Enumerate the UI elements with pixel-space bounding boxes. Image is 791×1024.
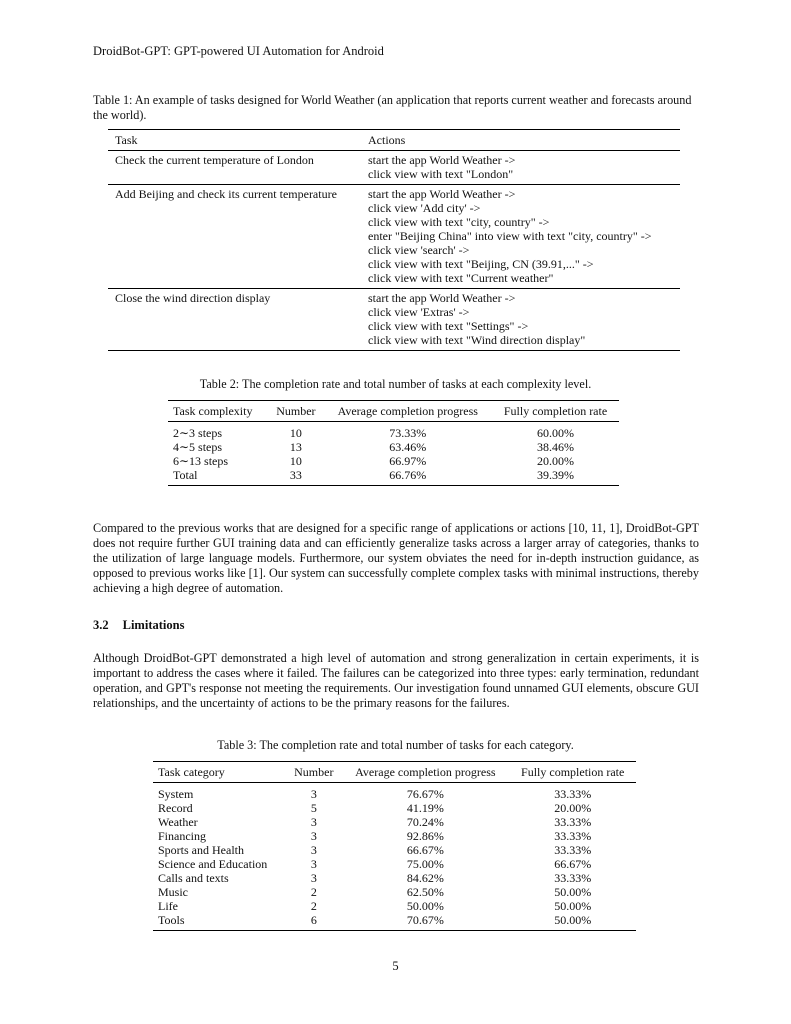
table3 bbox=[153, 761, 636, 931]
table3-avg-progress-cell: 84.62% bbox=[406, 871, 444, 885]
table3-avg-progress-cell: 41.19% bbox=[406, 801, 444, 815]
table1-action-step: start the app World Weather -> bbox=[368, 187, 516, 201]
table3-full-rate-cell: 33.33% bbox=[554, 815, 592, 829]
table3-avg-progress-cell: 75.00% bbox=[406, 857, 444, 871]
table3-row bbox=[153, 885, 636, 899]
table3-full-rate-cell: 66.67% bbox=[554, 857, 592, 871]
table2-number-cell: 33 bbox=[289, 468, 302, 482]
table3-full-rate-cell: 33.33% bbox=[554, 829, 592, 843]
table3-row bbox=[153, 829, 636, 843]
table3-label-cell: Weather bbox=[158, 815, 198, 829]
table1-task-cell: Close the wind direction display bbox=[108, 289, 361, 351]
table3-number-cell: 6 bbox=[310, 913, 317, 927]
table2-header-complexity: Task complexity bbox=[168, 401, 268, 422]
table1-action-step: click view with text "Wind direction display" bbox=[368, 333, 586, 347]
table3-row bbox=[153, 843, 636, 857]
table2-caption: Table 2: The completion rate and total number of tasks at each complexity level. bbox=[199, 377, 592, 391]
table3-header-full-rate: Fully completion rate bbox=[509, 762, 636, 783]
table3-full-rate-cell: 33.33% bbox=[554, 871, 592, 885]
table1-action-step: start the app World Weather -> bbox=[368, 291, 516, 305]
table1-action-step: click view 'search' -> bbox=[368, 243, 470, 257]
table3-label-cell: Calls and texts bbox=[158, 871, 229, 885]
table3-label-cell: Financing bbox=[158, 829, 206, 843]
table3-avg-progress-cell: 50.00% bbox=[406, 899, 444, 913]
table2-label-cell: Total bbox=[173, 468, 198, 482]
table2-avg-progress-cell: 63.46% bbox=[389, 440, 427, 454]
page-number: 5 bbox=[392, 959, 399, 973]
table3-header-avg-progress: Average completion progress bbox=[341, 762, 509, 783]
table3-full-rate-cell: 50.00% bbox=[554, 885, 592, 899]
table3-label-cell: Science and Education bbox=[158, 857, 268, 871]
table2-header-full-rate: Fully completion rate bbox=[492, 401, 619, 422]
table3-number-cell: 3 bbox=[310, 829, 317, 843]
table2-row bbox=[168, 422, 619, 441]
section-number: 3.2 bbox=[93, 618, 109, 632]
table1-caption: Table 1: An example of tasks designed for World Weather (an application that reports current weather and forecasts around the world). bbox=[93, 93, 692, 122]
table1-task-cell: Check the current temperature of London bbox=[115, 153, 314, 167]
table2-label-cell: 6∼13 steps bbox=[173, 454, 229, 468]
table3-label-cell: Record bbox=[158, 801, 193, 815]
table3-number-cell: 2 bbox=[310, 885, 317, 899]
table3-avg-progress-cell: 92.86% bbox=[406, 829, 444, 843]
table1-row bbox=[108, 185, 680, 289]
table1 bbox=[108, 129, 680, 351]
table2-full-rate-cell: 39.39% bbox=[537, 468, 575, 482]
body-paragraph-2: Although DroidBot-GPT demonstrated a high level of automation and strong generalization in certain experiments, it is important to address the cases where it failed. The failures can be categorized into three types: early termination, redundant operation, and GPT's response not meeting the requirements. Our investigation found unnamed GUI elements, obscure GUI relationships, and the uncertainty of actions to be the primary reasons for the failures. bbox=[93, 651, 699, 710]
table3-avg-progress-cell: 62.50% bbox=[406, 885, 444, 899]
table3-number-cell: 3 bbox=[310, 843, 317, 857]
table1-task-cell: Add Beijing and check its current temperature bbox=[108, 185, 361, 289]
table2-full-rate-cell: 60.00% bbox=[537, 426, 575, 440]
table1-actions-cell bbox=[361, 289, 680, 351]
table3-number-cell: 3 bbox=[310, 815, 317, 829]
table1-action-step: click view 'Add city' -> bbox=[368, 201, 481, 215]
table3-row bbox=[153, 801, 636, 815]
table1-actions-cell bbox=[361, 185, 680, 289]
table3-header-number: Number bbox=[286, 762, 341, 783]
table1-action-step: click view with text "London" bbox=[368, 167, 514, 181]
table1-action-step: start the app World Weather -> bbox=[368, 153, 516, 167]
table3-avg-progress-cell: 70.24% bbox=[406, 815, 444, 829]
table3-row bbox=[153, 857, 636, 871]
table3-label-cell: Music bbox=[158, 885, 188, 899]
table2-avg-progress-cell: 66.76% bbox=[389, 468, 427, 482]
table1-row bbox=[108, 289, 680, 351]
table3-header-category: Task category bbox=[153, 762, 286, 783]
body-paragraph-1: Compared to the previous works that are designed for a specific range of applications or actions [10, 11, 1], DroidBot-GPT does not require further GUI training data and can efficiently generalize tasks across a larger array of categories, thanks to the utilization of large language models. Furthermore, our system obviates the need for in-depth instruction guidance, as opposed to previous works like [1]. Our system can successfully complete complex tasks with minimal instructions, thereby achieving a high degree of automation. bbox=[93, 521, 699, 595]
table3-avg-progress-cell: 76.67% bbox=[406, 787, 444, 801]
table1-action-step: click view with text "Beijing, CN (39.91,..." -> bbox=[368, 257, 594, 271]
table2-number-cell: 10 bbox=[289, 454, 302, 468]
table2-avg-progress-cell: 73.33% bbox=[389, 426, 427, 440]
table3-row bbox=[153, 783, 636, 802]
table3-number-cell: 3 bbox=[310, 857, 317, 871]
table1-header-actions: Actions bbox=[361, 130, 680, 151]
table3-number-cell: 3 bbox=[310, 787, 317, 801]
table2-header-avg-progress: Average completion progress bbox=[324, 401, 493, 422]
table3-avg-progress-cell: 70.67% bbox=[406, 913, 444, 927]
table3-number-cell: 2 bbox=[310, 899, 317, 913]
table3-label-cell: Tools bbox=[158, 913, 185, 927]
table3-row bbox=[153, 871, 636, 885]
table1-action-step: click view with text "Current weather" bbox=[368, 271, 554, 285]
table2-number-cell: 13 bbox=[289, 440, 302, 454]
table1-action-step: click view 'Extras' -> bbox=[368, 305, 470, 319]
table3-label-cell: Sports and Health bbox=[158, 843, 244, 857]
table1-action-step: click view with text "Settings" -> bbox=[368, 319, 529, 333]
table3-label-cell: Life bbox=[158, 899, 178, 913]
table3-number-cell: 5 bbox=[310, 801, 317, 815]
table2-number-cell: 10 bbox=[289, 426, 302, 440]
table3-row bbox=[153, 913, 636, 931]
table3-caption: Table 3: The completion rate and total number of tasks for each category. bbox=[217, 738, 574, 752]
table1-actions-cell bbox=[361, 151, 680, 185]
table1-action-step: click view with text "city, country" -> bbox=[368, 215, 550, 229]
table2-header-number: Number bbox=[268, 401, 323, 422]
table3-row bbox=[153, 899, 636, 913]
table1-row bbox=[108, 151, 680, 185]
table2-row bbox=[168, 440, 619, 454]
section-title: Limitations bbox=[122, 618, 185, 632]
table3-label-cell: System bbox=[158, 787, 194, 801]
table2-full-rate-cell: 38.46% bbox=[537, 440, 575, 454]
table1-action-step: enter "Beijing China" into view with text "city, country" -> bbox=[368, 229, 652, 243]
table3-full-rate-cell: 50.00% bbox=[554, 913, 592, 927]
table3-row bbox=[153, 815, 636, 829]
table3-full-rate-cell: 33.33% bbox=[554, 787, 592, 801]
table2-row bbox=[168, 454, 619, 468]
table3-number-cell: 3 bbox=[310, 871, 317, 885]
table2-full-rate-cell: 20.00% bbox=[537, 454, 575, 468]
table3-full-rate-cell: 33.33% bbox=[554, 843, 592, 857]
table2-avg-progress-cell: 66.97% bbox=[389, 454, 427, 468]
section-heading bbox=[93, 618, 184, 633]
table2-row bbox=[168, 468, 619, 486]
table3-full-rate-cell: 50.00% bbox=[554, 899, 592, 913]
table2-label-cell: 4∼5 steps bbox=[173, 440, 223, 454]
table1-header-task: Task bbox=[108, 130, 361, 151]
table3-full-rate-cell: 20.00% bbox=[554, 801, 592, 815]
table3-avg-progress-cell: 66.67% bbox=[406, 843, 444, 857]
running-header: DroidBot-GPT: GPT-powered UI Automation for Android bbox=[93, 44, 384, 58]
table2 bbox=[168, 400, 619, 486]
table2-label-cell: 2∼3 steps bbox=[173, 426, 223, 440]
